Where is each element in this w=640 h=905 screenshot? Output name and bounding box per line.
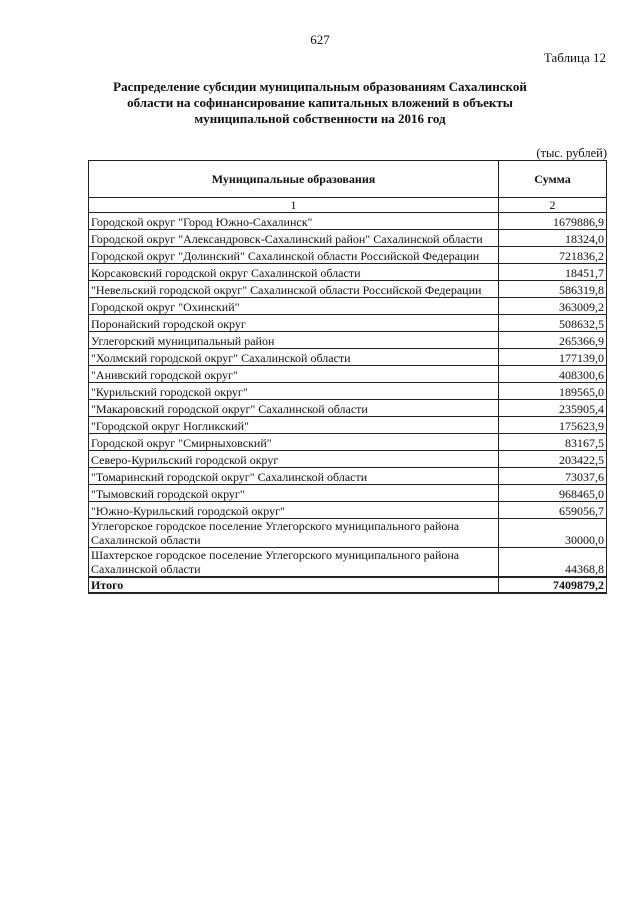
municipality-name: Городской округ "Долинский" Сахалинской области Российской Федерации xyxy=(89,247,499,264)
table-body xyxy=(89,213,607,578)
municipality-name: Городской округ "Город Южно-Сахалинск" xyxy=(89,213,499,230)
municipality-name: Шахтерское городское поселение Углегорского муниципального района Сахалинской области xyxy=(89,548,499,578)
header-municipalities: Муниципальные образования xyxy=(89,161,499,198)
total-label: Итого xyxy=(89,577,499,593)
municipality-name: Корсаковский городской округ Сахалинской области xyxy=(89,264,499,281)
table-row xyxy=(89,213,607,230)
column-number-2: 2 xyxy=(499,198,607,213)
municipality-name: Городской округ "Охинский" xyxy=(89,298,499,315)
subsidy-sum: 235905,4 xyxy=(499,400,607,417)
table-row xyxy=(89,349,607,366)
table-row xyxy=(89,548,607,578)
subsidy-sum: 265366,9 xyxy=(499,332,607,349)
subsidy-sum: 203422,5 xyxy=(499,451,607,468)
municipality-name: "Анивский городской округ" xyxy=(89,366,499,383)
column-number-row xyxy=(89,198,607,213)
subsidy-sum: 586319,8 xyxy=(499,281,607,298)
table-row xyxy=(89,264,607,281)
subsidy-sum: 408300,6 xyxy=(499,366,607,383)
table-row xyxy=(89,417,607,434)
subsidy-sum: 1679886,9 xyxy=(499,213,607,230)
table-row xyxy=(89,366,607,383)
subsidy-sum: 659056,7 xyxy=(499,502,607,519)
table-row xyxy=(89,502,607,519)
subsidy-sum: 968465,0 xyxy=(499,485,607,502)
municipality-name: "Томаринский городской округ" Сахалинской области xyxy=(89,468,499,485)
municipality-name: "Холмский городской округ" Сахалинской области xyxy=(89,349,499,366)
column-number-1: 1 xyxy=(89,198,499,213)
table-row xyxy=(89,332,607,349)
subsidy-sum: 18324,0 xyxy=(499,230,607,247)
table-row xyxy=(89,247,607,264)
table-row xyxy=(89,383,607,400)
header-sum: Сумма xyxy=(499,161,607,198)
municipality-name: "Тымовский городской округ" xyxy=(89,485,499,502)
page-number: 627 xyxy=(310,32,330,47)
document-title: Распределение субсидии муниципальным образованиям Сахалинской области на софинансирование капитальных вложений в объекты муниципальной собственности на 2016 год xyxy=(113,79,527,126)
municipality-name: Углегорский муниципальный район xyxy=(89,332,499,349)
municipality-name: "Макаровский городской округ" Сахалинской области xyxy=(89,400,499,417)
table-row xyxy=(89,315,607,332)
subsidy-sum: 30000,0 xyxy=(499,519,607,548)
total-sum: 7409879,2 xyxy=(499,577,607,593)
municipality-name: Городской округ "Смирныховский" xyxy=(89,434,499,451)
municipality-name: "Курильский городской округ" xyxy=(89,383,499,400)
municipality-name: Углегорское городское поселение Углегорского муниципального района Сахалинской области xyxy=(89,519,499,548)
table-row xyxy=(89,434,607,451)
table-label: Таблица 12 xyxy=(543,50,606,65)
municipality-name: Поронайский городской округ xyxy=(89,315,499,332)
subsidy-sum: 189565,0 xyxy=(499,383,607,400)
subsidy-sum: 177139,0 xyxy=(499,349,607,366)
municipality-name: "Городской округ Ногликский" xyxy=(89,417,499,434)
subsidy-sum: 363009,2 xyxy=(499,298,607,315)
subsidy-sum: 508632,5 xyxy=(499,315,607,332)
municipality-name: Северо-Курильский городской округ xyxy=(89,451,499,468)
municipality-name: "Южно-Курильский городской округ" xyxy=(89,502,499,519)
table-header-row xyxy=(89,161,607,198)
subsidy-sum: 175623,9 xyxy=(499,417,607,434)
unit-label: (тыс. рублей) xyxy=(536,146,607,160)
table-row xyxy=(89,298,607,315)
total-row xyxy=(89,577,607,593)
table-row xyxy=(89,519,607,548)
municipality-name: "Невельский городской округ" Сахалинской области Российской Федерации xyxy=(89,281,499,298)
subsidy-sum: 73037,6 xyxy=(499,468,607,485)
subsidy-sum: 721836,2 xyxy=(499,247,607,264)
subsidy-sum: 83167,5 xyxy=(499,434,607,451)
subsidy-sum: 18451,7 xyxy=(499,264,607,281)
subsidy-sum: 44368,8 xyxy=(499,548,607,578)
table-row xyxy=(89,400,607,417)
table-row xyxy=(89,451,607,468)
table-row xyxy=(89,230,607,247)
municipality-name: Городской округ "Александровск-Сахалинский район" Сахалинской области xyxy=(89,230,499,247)
subsidy-table xyxy=(88,160,607,594)
table-row xyxy=(89,468,607,485)
table-row xyxy=(89,485,607,502)
table-row xyxy=(89,281,607,298)
